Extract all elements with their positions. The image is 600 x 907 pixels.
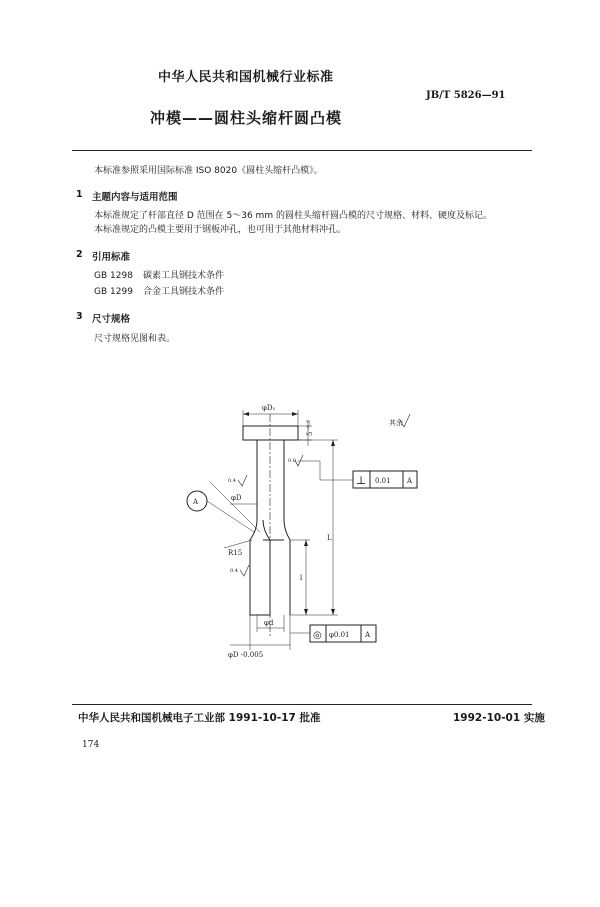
datum-bubble-label: A (193, 498, 199, 506)
header-divider (72, 150, 532, 151)
punch-shank-left-profile (250, 440, 270, 615)
roughness-symbol-head (295, 455, 303, 466)
intro-paragraph: 本标准参照采用国际标准 ISO 8020《圆柱头缩杆凸模》。 (94, 166, 323, 176)
section-1-line-1: 本标准规定了杆部直径 D 范围在 5～36 mm 的圆柱头缩杆圆凸模的尺寸规格、材料、硬度及标记。 (94, 211, 492, 221)
punch-technical-drawing (170, 400, 440, 665)
roughness-symbol-shank (238, 475, 247, 486)
approval-info: 中华人民共和国机械电子工业部 1991-10-17 批准 (78, 712, 321, 724)
implementation-date: 1992-10-01 实施 (453, 712, 545, 724)
section-1-number: 1 (76, 189, 83, 200)
section-2-number: 2 (76, 249, 83, 260)
dim-tip-diameter-tolerance: φD -0.005 (228, 651, 264, 659)
dim-tip-length: l (300, 574, 303, 582)
reference-code-2: GB 1299 (94, 287, 133, 297)
section-3-line-1: 尺寸规格见图和表。 (94, 334, 176, 344)
dim-radius: R15 (228, 549, 243, 557)
concentricity-value: φ0.01 (329, 631, 350, 639)
dim-shank-diameter: φD (231, 494, 242, 502)
roughness-symbol-tip (240, 565, 249, 576)
perpendicularity-datum: A (407, 477, 413, 485)
reference-code-1: GB 1298 (94, 271, 133, 281)
dim-head-thickness: 5⁻⁰·² (306, 420, 314, 436)
perpendicularity-symbol: ⊥ (356, 474, 367, 487)
rest-roughness-label: 其余 (389, 419, 403, 427)
roughness-tip-value: 0.4 (230, 568, 238, 574)
dim-total-length: L (327, 534, 332, 542)
section-2-title: 引用标准 (92, 252, 131, 263)
punch-head-outline (243, 426, 298, 440)
reference-name-1: 碳素工具钢技术条件 (143, 271, 225, 281)
dim-tip-diameter: φd (264, 619, 274, 627)
section-1-title: 主题内容与适用范围 (92, 192, 178, 203)
section-3-number: 3 (76, 311, 83, 322)
reference-name-2: 合金工具钢技术条件 (143, 287, 225, 297)
page-number: 174 (82, 740, 100, 750)
section-3-title: 尺寸规格 (92, 314, 131, 325)
footer-divider (72, 704, 532, 705)
concentricity-datum: A (365, 631, 371, 639)
standard-org-title: 中华人民共和国机械行业标准 (158, 70, 334, 85)
document-title: 冲模——圆柱头缩杆圆凸模 (150, 109, 343, 127)
roughness-head-value: 0.8 (288, 458, 296, 464)
perpendicularity-value: 0.01 (375, 477, 391, 485)
section-1-line-2: 本标准规定的凸模主要用于钢板冲孔，也可用于其他材料冲孔。 (94, 225, 347, 235)
concentricity-symbol: ◎ (313, 630, 322, 641)
standard-code: JB/T 5826—91 (426, 90, 506, 101)
roughness-shank-value: 0.4 (228, 478, 236, 484)
dim-head-diameter: φD₁ (262, 404, 276, 412)
punch-shank-right-profile (284, 440, 290, 615)
